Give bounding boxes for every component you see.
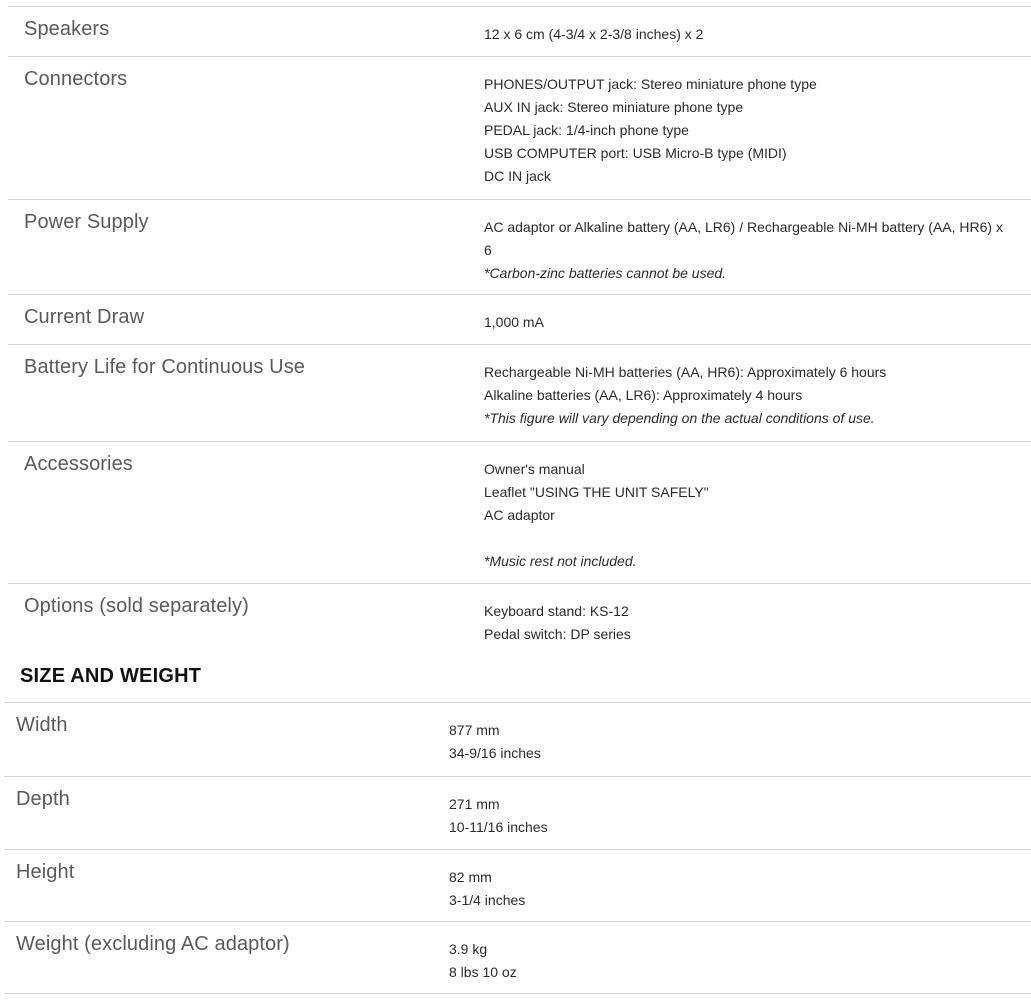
spec-value-line: 877 mm (449, 722, 500, 738)
spec-value-line: Owner's manual (484, 461, 585, 477)
spec-value-line: Rechargeable Ni-MH batteries (AA, HR6): Approximately 6 hours (484, 364, 887, 380)
spec-label: Height (16, 861, 75, 883)
spec-label: Width (16, 714, 68, 736)
spec-value (484, 458, 1014, 573)
spec-value (484, 311, 1014, 334)
spec-row-options (8, 583, 1031, 653)
spec-value (484, 73, 1014, 188)
spec-label: Power Supply (24, 211, 149, 233)
spec-label: Speakers (24, 18, 110, 40)
spec-row-speakers (8, 6, 1031, 56)
spec-value-line: 12 x 6 cm (4-3/4 x 2-3/8 inches) x 2 (484, 26, 704, 42)
spec-label: Current Draw (24, 306, 145, 328)
spec-value-line: 1,000 mA (484, 314, 544, 330)
spec-row-weight (4, 921, 1031, 994)
spec-value (484, 23, 1014, 46)
spacer (484, 527, 1014, 550)
spec-label: Accessories (24, 453, 133, 475)
spec-value (484, 600, 1014, 646)
spec-value-line: 3.9 kg (449, 941, 488, 957)
spec-value (449, 719, 979, 765)
spec-value-line: AC adaptor or Alkaline battery (AA, LR6) / Rechargeable Ni-MH battery (AA, HR6) x 6 (484, 219, 1003, 258)
spec-note: *Music rest not included. (484, 553, 637, 569)
spec-row-current-draw (8, 294, 1031, 344)
spec-value-line: Pedal switch: DP series (484, 626, 631, 642)
spec-value (449, 866, 979, 912)
spec-label: Connectors (24, 68, 128, 90)
spec-value-line: AC adaptor (484, 507, 555, 523)
spec-value-line: Keyboard stand: KS-12 (484, 603, 629, 619)
spec-row-depth (4, 776, 1031, 849)
spec-row-connectors (8, 56, 1031, 199)
spec-value-line: AUX IN jack: Stereo miniature phone type (484, 99, 744, 115)
spec-note: *Carbon-zinc batteries cannot be used. (484, 265, 727, 281)
spec-value-line: 271 mm (449, 796, 500, 812)
spec-value-line: 34-9/16 inches (449, 745, 541, 761)
spec-value (449, 938, 979, 984)
spec-row-height (4, 849, 1031, 921)
spec-value-line: Alkaline batteries (AA, LR6): Approximately 4 hours (484, 387, 803, 403)
spec-row-width (4, 702, 1031, 776)
spec-label: Weight (excluding AC adaptor) (16, 933, 290, 955)
spec-value (484, 216, 1014, 285)
spec-note: *This figure will vary depending on the actual conditions of use. (484, 410, 875, 426)
spec-value-line: DC IN jack (484, 168, 551, 184)
spec-value-line: 3-1/4 inches (449, 892, 526, 908)
spec-value (484, 361, 1014, 430)
spec-value-line: PHONES/OUTPUT jack: Stereo miniature phone type (484, 76, 817, 92)
spec-value-line: 8 lbs 10 oz (449, 964, 517, 980)
spec-value-line: USB COMPUTER port: USB Micro-B type (MIDI) (484, 145, 787, 161)
spec-value-line: 10-11/16 inches (449, 819, 548, 835)
section-heading-size-weight: SIZE AND WEIGHT (20, 665, 202, 687)
spec-label: Battery Life for Continuous Use (24, 356, 306, 378)
spec-label: Options (sold separately) (24, 595, 249, 617)
spec-row-battery-life (8, 344, 1031, 441)
spec-value-line: PEDAL jack: 1/4-inch phone type (484, 122, 689, 138)
spec-value-line: 82 mm (449, 869, 492, 885)
spec-value-line: Leaflet "USING THE UNIT SAFELY" (484, 484, 709, 500)
spec-value (449, 793, 979, 839)
spec-row-power-supply (8, 199, 1031, 294)
spec-label: Depth (16, 788, 70, 810)
spec-row-accessories (8, 441, 1031, 583)
